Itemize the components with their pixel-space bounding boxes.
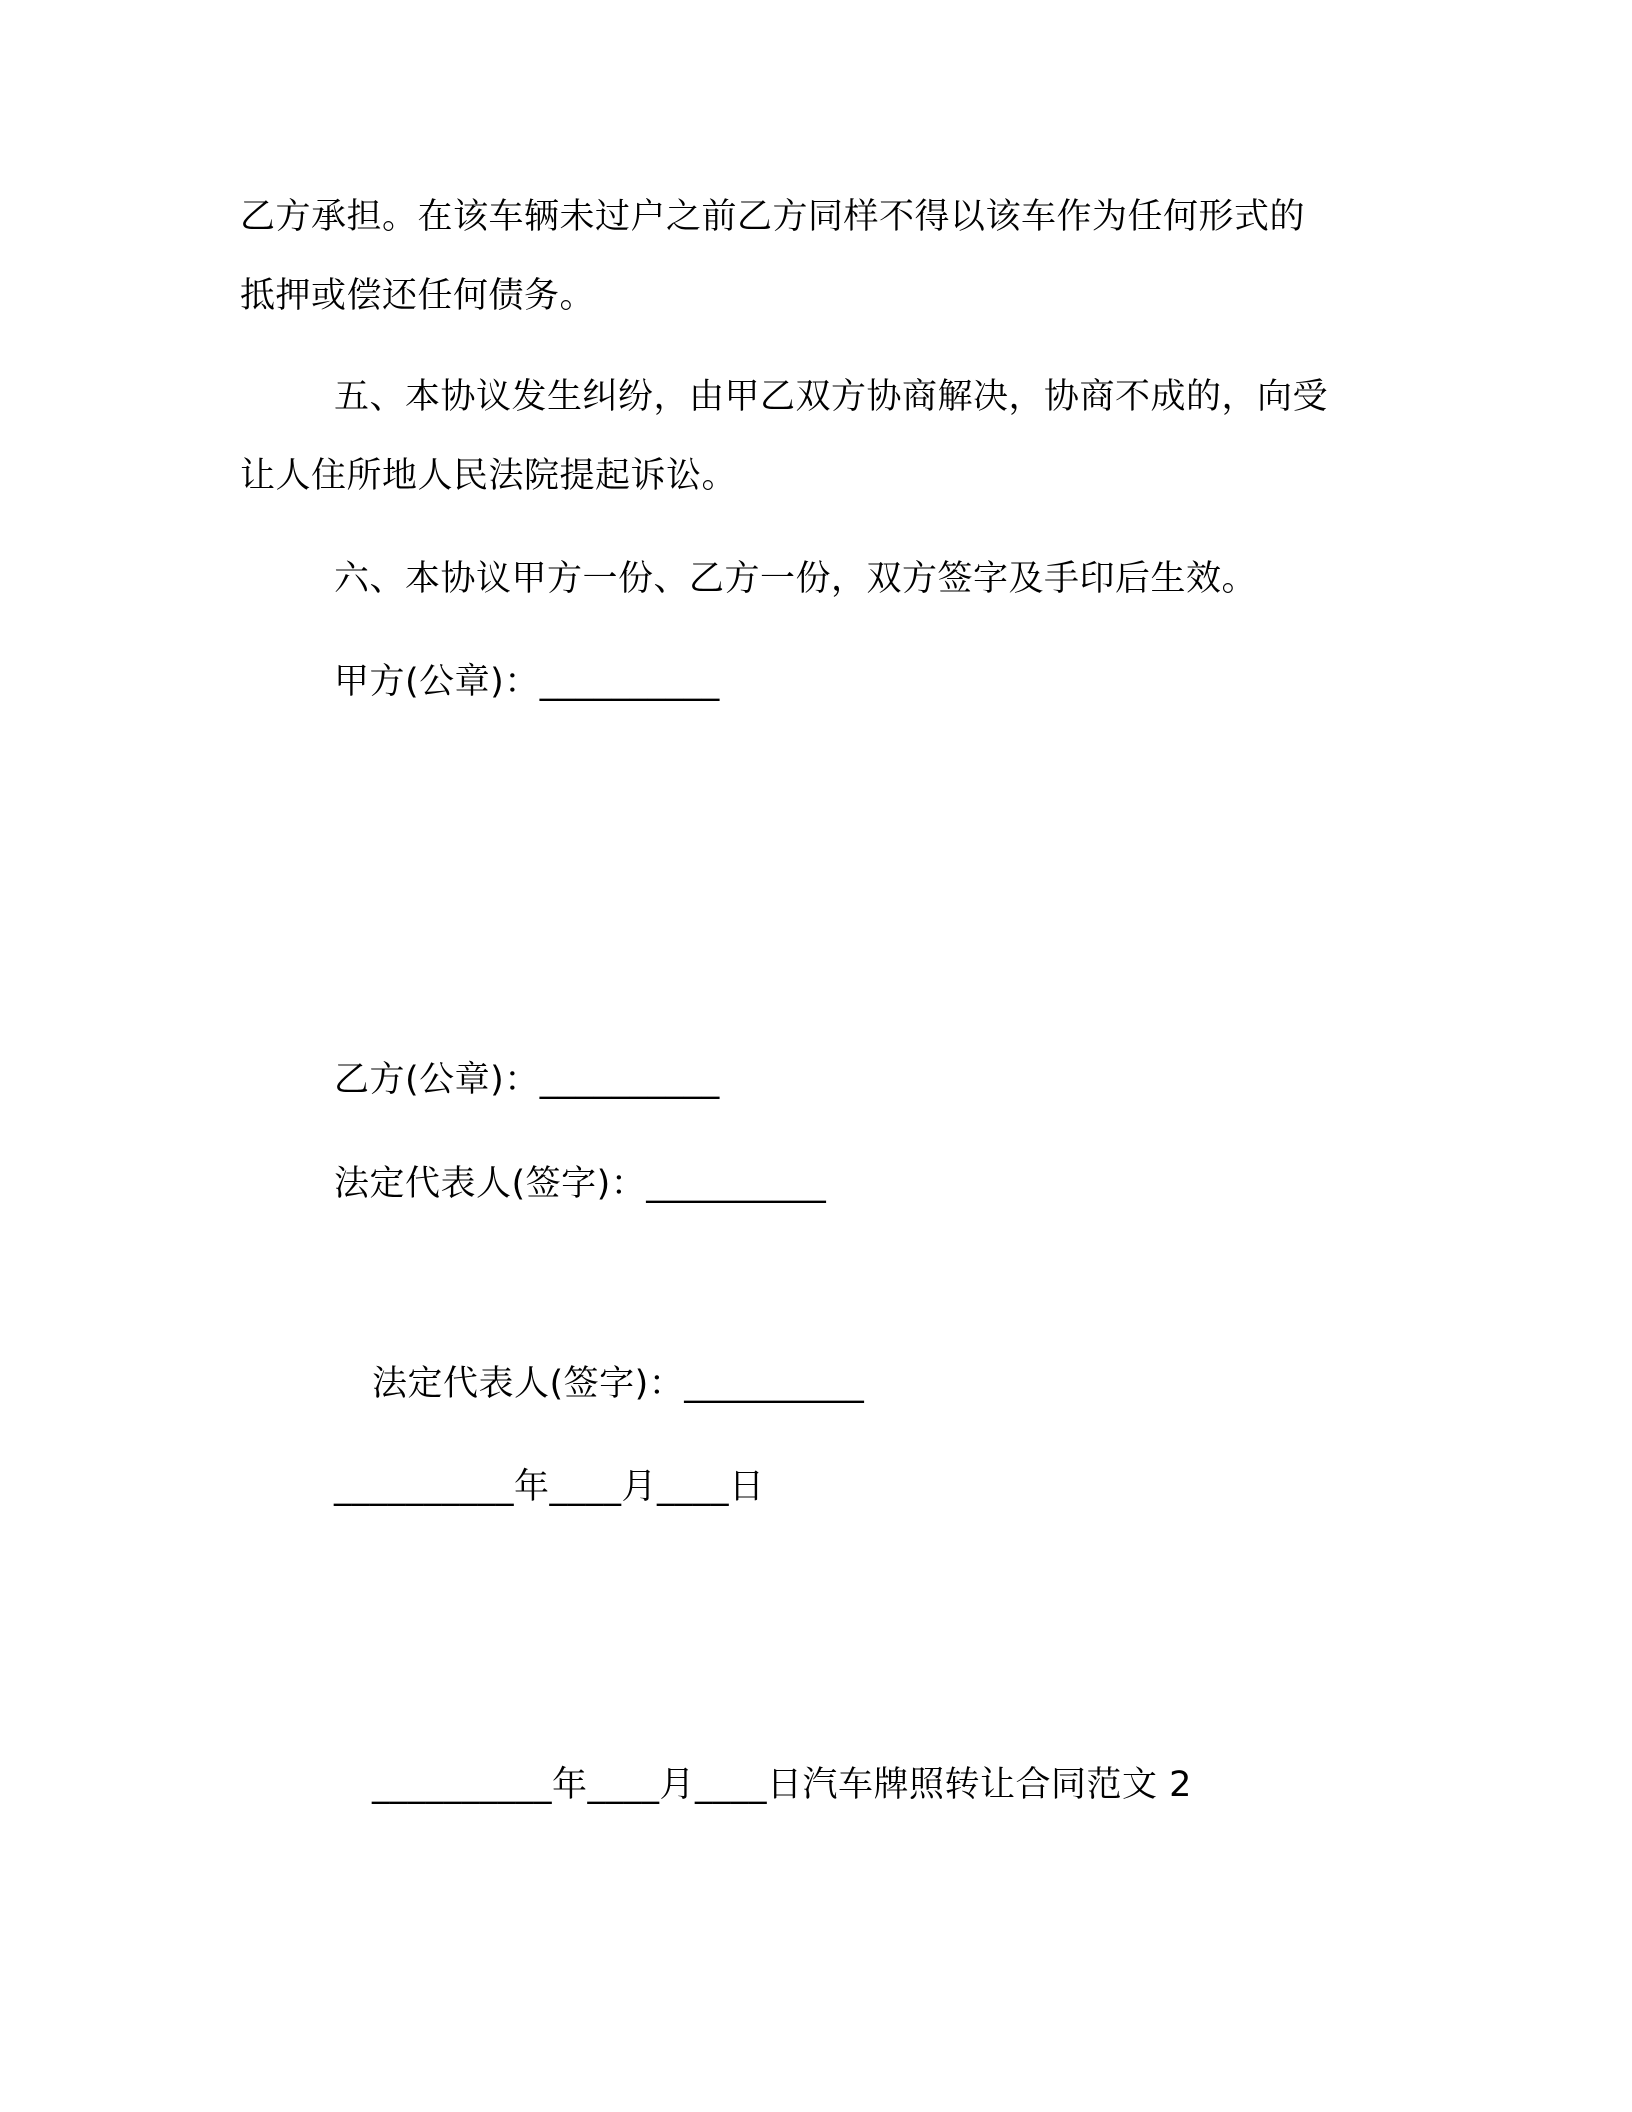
paragraph-5-line-2: 让人住所地人民法院提起诉讼。: [240, 456, 738, 496]
party-a-seal-line: 甲方(公章)：__________: [334, 662, 720, 702]
legal-representative-line-1: 法定代表人(签字)：__________: [334, 1164, 827, 1204]
paragraph-4-line-2: 抵押或偿还任何债务。: [240, 276, 596, 316]
next-contract-title: __________年____月____日汽车牌照转让合同范文 2: [372, 1765, 1192, 1805]
paragraph-5-line-1: 五、本协议发生纠纷，由甲乙双方协商解决，协商不成的，向受: [334, 377, 1329, 417]
date-line: __________年____月____日: [334, 1467, 765, 1507]
party-b-seal-line: 乙方(公章)：__________: [334, 1060, 720, 1100]
paragraph-4-line-1: 乙方承担。在该车辆未过户之前乙方同样不得以该车作为任何形式的: [240, 197, 1306, 237]
paragraph-6: 六、本协议甲方一份、乙方一份，双方签字及手印后生效。: [334, 559, 1258, 599]
legal-representative-line-2: 法定代表人(签字)：__________: [372, 1364, 865, 1404]
